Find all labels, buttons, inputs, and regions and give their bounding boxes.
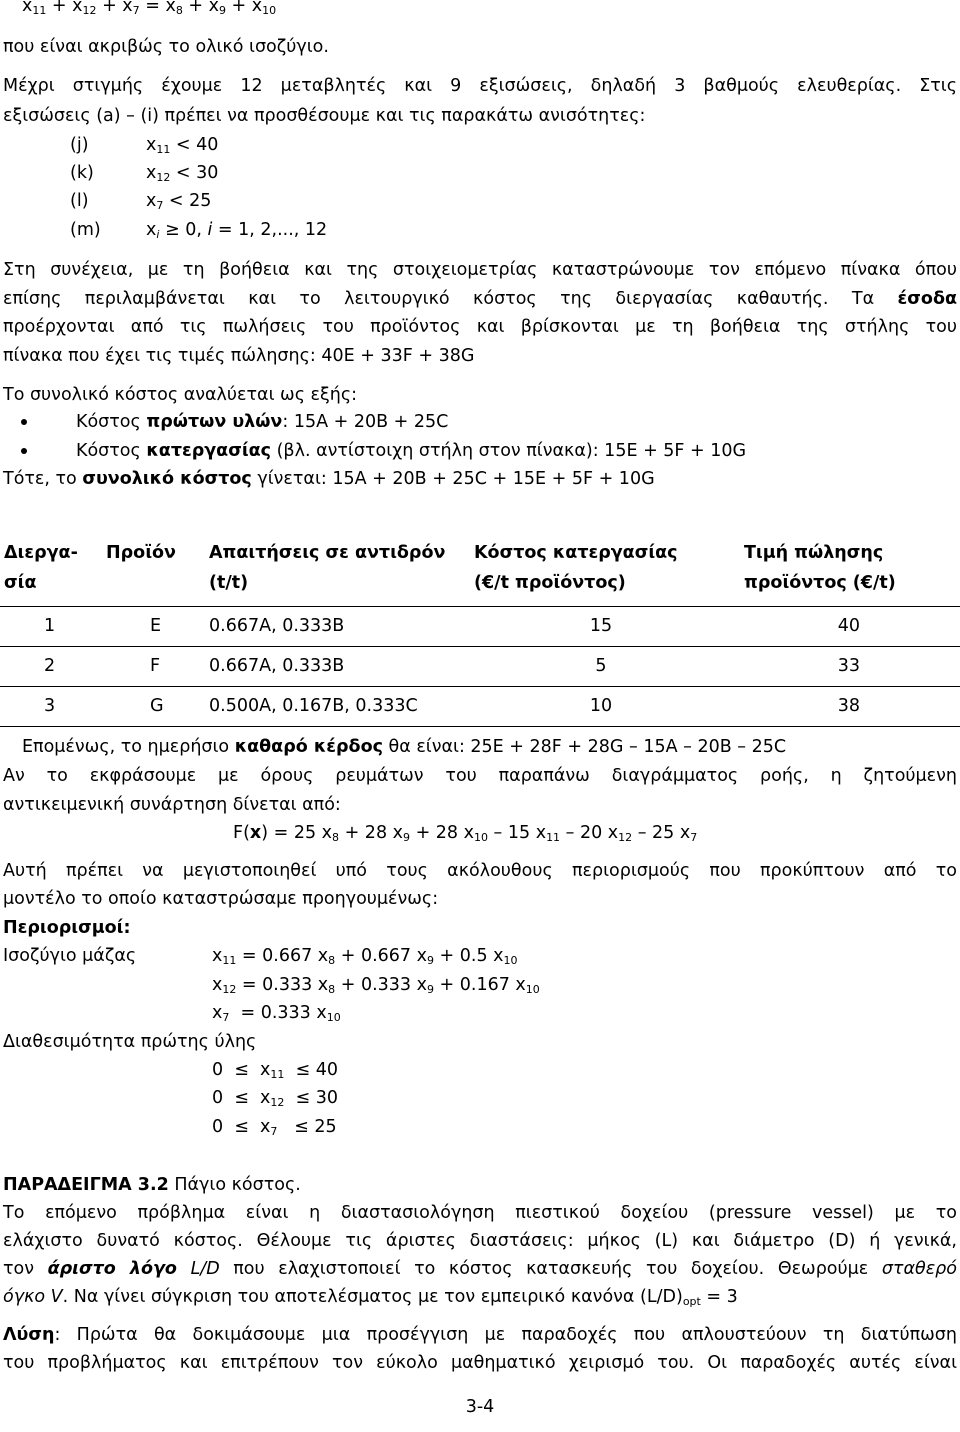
availability-1: $0 \le x_{11} \le 40$ — [212, 1060, 339, 1081]
example-paragraph-3: τον άριστο λόγο L/D που ελαχιστοποιεί το κόστος κατασκευής του δοχείου. Θεωρούμε σταθερό — [3, 1259, 957, 1279]
ineq-label-m: (m) — [70, 220, 101, 240]
ineq-label-j: (j) — [70, 135, 89, 155]
header-sale-price: Τιμή πώλησης προϊόντος (€/t) — [744, 543, 896, 593]
ineq-l: $x_7 < 25$ — [146, 191, 212, 212]
header-process: Διεργα- σία — [4, 543, 78, 593]
table-row: 2 F 0.667A, 0.333B 5 33 — [0, 647, 960, 687]
constraints-intro-2: μοντέλο το οποίο καταστρώσαμε προηγουμένως: — [3, 889, 439, 909]
example-paragraph-2: ελάχιστο δυνατό κόστος. Θέλουμε τις άριστες διαστάσεις: μήκος (L) και διάμετρο (D) ή γενικά, — [3, 1231, 957, 1251]
page-number: 3-4 — [465, 1397, 495, 1417]
header-product: Προϊόν — [106, 543, 176, 563]
mass-balance-label: Ισοζύγιο μάζας — [3, 946, 137, 966]
table-header-row — [0, 530, 960, 607]
total-cost-line: Τότε, το συνολικό κόστος γίνεται: 15A + 20B + 25C + 15E + 5F + 10G — [3, 469, 655, 489]
bullet-processing: Κόστος κατεργασίας (βλ. αντίστοιχη στήλη στον πίνακα): 15E + 5F + 10G — [76, 441, 747, 461]
availability-2: $0 \le x_{12} \le 30$ — [212, 1088, 339, 1109]
ineq-k: $x_{12} < 30$ — [146, 163, 219, 184]
bullet-icon — [21, 419, 27, 425]
header-requirements: Απαιτήσεις σε αντιδρόν (t/t) — [209, 543, 446, 593]
paragraph-table-intro-3: προέρχονται από τις πωλήσεις του προϊόντος και βρίσκονται με τη βοήθεια της στήλης του — [3, 317, 957, 337]
mass-balance-eq-1: $x_{11} = 0.667$ $x_8 + 0.667$ $x_9 + 0.5$ $x_{10}$ — [212, 946, 518, 967]
example-paragraph-4: όγκο V. Να γίνει σύγκριση του αποτελέσματος με τον εμπειρικό κανόνα $(L/D)_{opt} = 3$ — [3, 1287, 738, 1308]
table-row: 1 E 0.667A, 0.333B 15 40 — [0, 607, 960, 647]
table-row: 3 G 0.500A, 0.167B, 0.333C 10 38 — [0, 687, 960, 727]
ineq-label-k: (k) — [70, 163, 94, 183]
paragraph-table-intro-2: επίσης περιλαμβάνεται και το λειτουργικό κόστος της διεργασίας καθαυτής. Τα έσοδα — [3, 289, 957, 309]
paragraph-table-intro-1: Στη συνέχεια, με τη βοήθεια και της στοιχειομετρίας καταστρώνουμε τον επόμενο πίνακα όπου — [3, 260, 957, 280]
ineq-j: $x_{11} < 40$ — [146, 135, 219, 156]
example-paragraph-1: Το επόμενο πρόβλημα είναι η διαστασιολόγηση πιεστικού δοχείου (pressure vessel) με το — [3, 1203, 957, 1223]
objective-intro-1: Αν το εκφράσουμε με όρους ρευμάτων του παραπάνω διαγράμματος ροής, η ζητούμενη — [3, 766, 957, 786]
paragraph-balance: που είναι ακριβώς το ολικό ισοζύγιο. — [3, 37, 329, 57]
header-processing-cost: Κόστος κατεργασίας (€/t προϊόντος) — [474, 543, 678, 593]
top-equation: $x_{11} + x_{12} + x_7 = x_8 + x_9 + x_{10}$ — [22, 0, 277, 17]
cost-breakdown-intro: Το συνολικό κόστος αναλύεται ως εξής: — [3, 385, 358, 405]
availability-label: Διαθεσιμότητα πρώτης ύλης — [3, 1032, 257, 1052]
bullet-icon — [21, 448, 27, 454]
solution-paragraph-1: Λύση: Πρώτα θα δοκιμάσουμε μια προσέγγιση με παραδοχές που απλουστεύουν τη διατύπωση — [3, 1325, 957, 1345]
availability-3: $0 \le x_7 \le 25$ — [212, 1117, 337, 1138]
bullet-raw-materials: Κόστος πρώτων υλών: 15A + 20B + 25C — [76, 412, 449, 432]
objective-function: F(x) = 25 $x_8 + 28$ $x_9 + 28$ $x_{10} - 15$ $x_{11} - 20$ $x_{12} - 25$ $x_7$ — [233, 823, 698, 844]
example-heading: ΠΑΡΑΔΕΙΓΜΑ 3.2 Πάγιο κόστος. — [3, 1175, 301, 1195]
constraints-intro-1: Αυτή πρέπει να μεγιστοποιηθεί υπό τους ακόλουθους περιορισμούς που προκύπτουν από το — [3, 861, 957, 881]
ineq-label-l: (l) — [70, 191, 89, 211]
objective-intro-2: αντικειμενική συνάρτηση δίνεται από: — [3, 795, 341, 815]
paragraph-table-intro-4: πίνακα που έχει τις τιμές πώλησης: 40E + 33F + 38G — [3, 346, 475, 366]
net-profit-line: Επομένως, το ημερήσιο καθαρό κέρδος θα είναι: 25E + 28F + 28G – 15A – 20B – 25C — [22, 737, 787, 757]
paragraph-dof-line2: εξισώσεις (a) – (i) πρέπει να προσθέσουμε και τις παρακάτω ανισότητες: — [3, 106, 646, 126]
solution-paragraph-2: του προβλήματος και επιτρέπουν τον εύκολο μαθηματικό χειρισμό του. Οι παραδοχές αυτές είναι — [3, 1353, 957, 1373]
paragraph-dof-line1: Μέχρι στιγμής έχουμε 12 μεταβλητές και 9 εξισώσεις, δηλαδή 3 βαθμούς ελευθερίας. Στις — [3, 76, 957, 96]
mass-balance-eq-2: $x_{12} = 0.333$ $x_8 + 0.333$ $x_9 + 0.167$ $x_{10}$ — [212, 975, 540, 996]
mass-balance-eq-3: $x_7 = 0.333$ $x_{10}$ — [212, 1003, 341, 1024]
process-table — [0, 530, 960, 727]
constraints-title: Περιορισμοί: — [3, 918, 131, 938]
ineq-m: $x_i \ge 0$, i = 1, 2,..., 12 — [146, 220, 328, 241]
